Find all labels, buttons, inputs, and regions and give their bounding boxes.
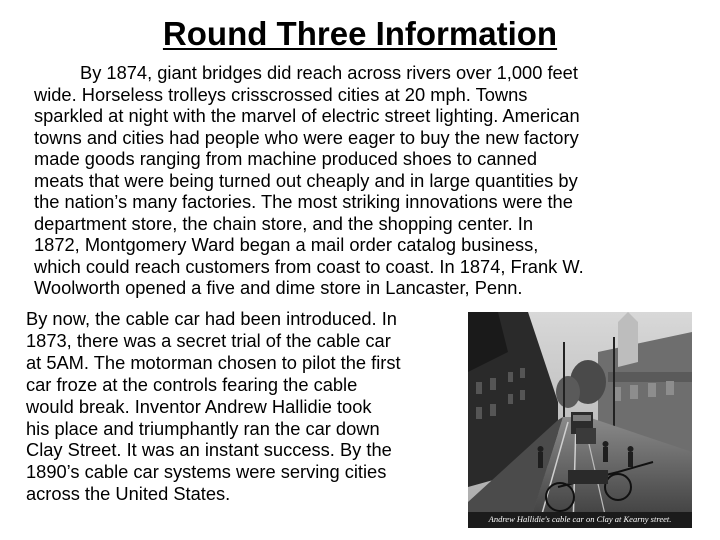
text-line: sparkled at night with the marvel of electric street lighting. American: [34, 105, 580, 126]
text-line: his place and triumphantly ran the car down: [26, 417, 380, 439]
text-line: towns and cities had people who were eager to buy the new factory: [34, 126, 579, 148]
text-line: 1872, Montgomery Ward began a mail order catalog business,: [34, 234, 539, 255]
text-line: Clay Street. It was an instant success. By the: [26, 439, 392, 461]
street-scene-illustration: [468, 312, 692, 528]
text-line: 1873, there was a secret trial of the cable car: [26, 329, 391, 351]
text-line: the nation’s many factories. The most striking innovations were the: [34, 191, 573, 212]
paragraph-bridges-and-stores: [34, 62, 696, 299]
slide-title: Round Three Information: [162, 15, 558, 52]
text-line: 1890’s cable car systems were serving cities: [26, 461, 387, 483]
cable-car-photo: [468, 312, 692, 528]
text-line: car froze at the controls fearing the cable: [26, 373, 358, 395]
text-line: across the United States.: [26, 483, 231, 505]
text-line: wide. Horseless trolleys crisscrossed cities at 20 mph. Towns: [34, 83, 528, 105]
text-line: By 1874, giant bridges did reach across rivers over 1,000 feet: [80, 62, 578, 83]
text-line: made goods ranging from machine produced shoes to canned: [34, 148, 538, 169]
text-line: which could reach customers from coast to coast. In 1874, Frank W.: [34, 255, 584, 277]
text-line: department store, the chain store, and the shopping center. In: [34, 212, 533, 234]
text-line: at 5AM. The motorman chosen to pilot the first: [26, 351, 401, 373]
text-line: would break. Inventor Andrew Hallidie took: [26, 395, 372, 417]
photo-caption: Andrew Hallidie's cable car on Clay at Kearny street.: [488, 514, 672, 524]
text-line: Woolworth opened a five and dime store in Lancaster, Penn.: [34, 277, 523, 298]
paragraph-cable-car: [26, 308, 466, 505]
text-line: By now, the cable car had been introduced. In: [26, 308, 397, 329]
text-line: meats that were being turned out cheaply and in large quantities by: [34, 169, 578, 191]
